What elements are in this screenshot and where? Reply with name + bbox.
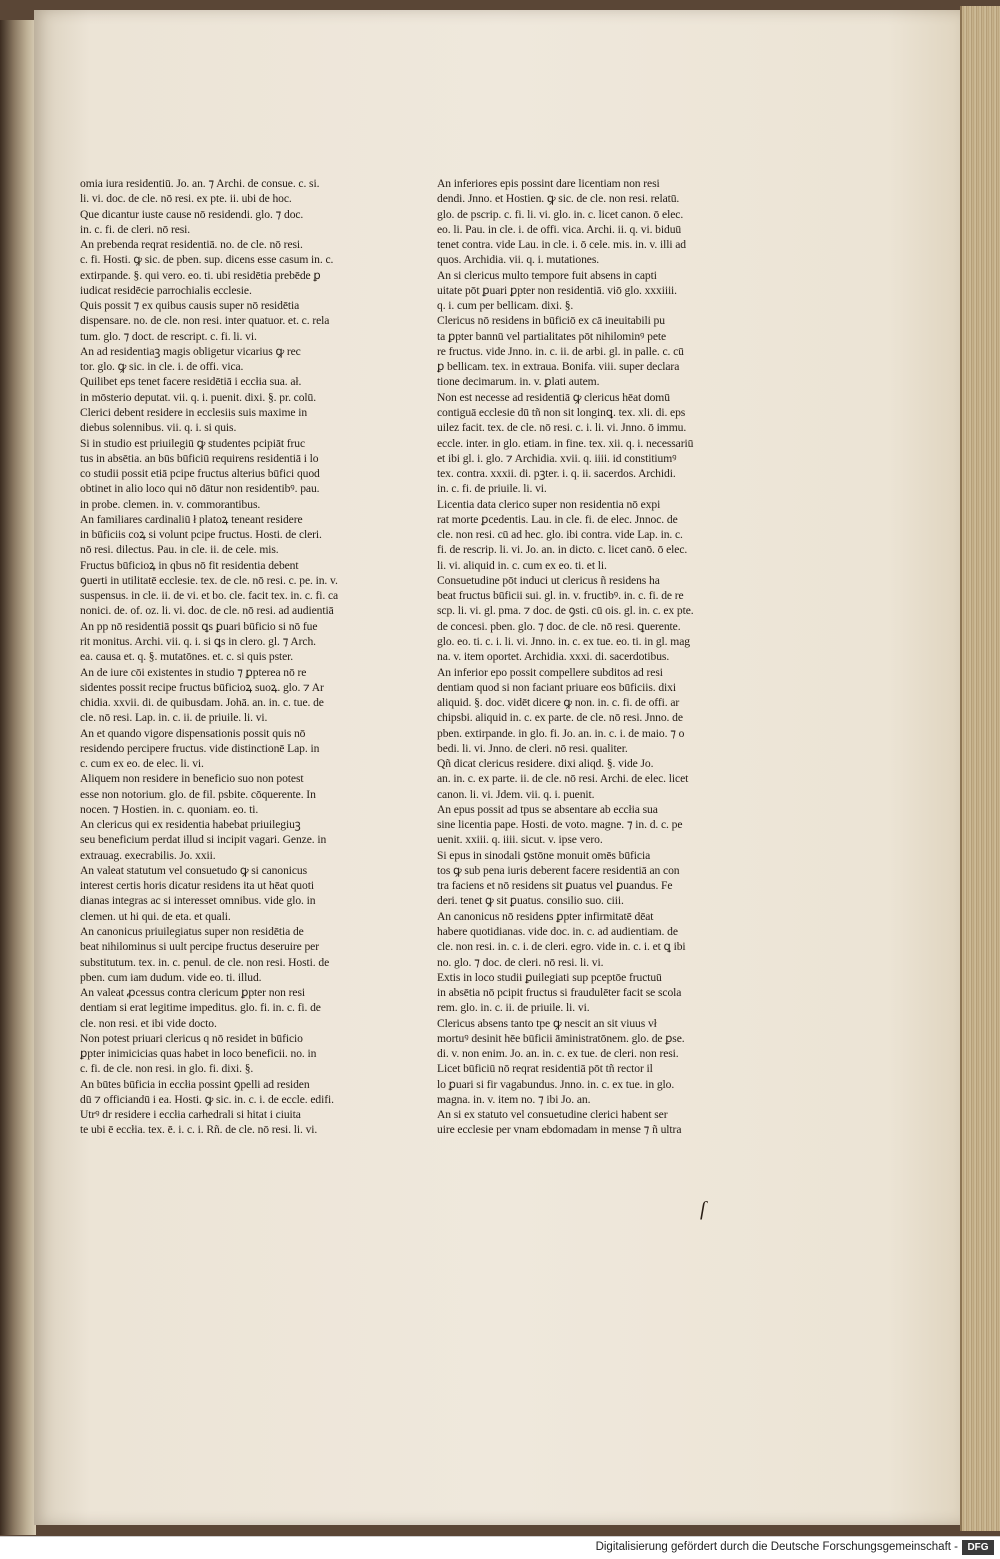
page-stack-edge [960, 6, 1000, 1531]
text-line: Utrꝰ dr residere i eccłia carhedrali si hitat i ciuita [80, 1108, 301, 1122]
text-line: na. v. item oportet. Archidia. xxxi. di. sacerdotibus. [437, 650, 670, 664]
text-line: beat nihilominus si uult percipe fructus deseruire per [80, 940, 319, 954]
text-line: Non potest priuari clericus q nō residet in būficio [80, 1031, 303, 1045]
text-line: et ibi gl. i. glo. ⁊ Archidia. xvii. q. iiii. id constitiumꝰ [437, 451, 677, 465]
text-line: Si epus in sinodali ꝯstōne monuit omēs būficia [437, 848, 651, 862]
text-line: rit monitus. Archi. vii. q. i. si ꝗs in clero. gl. ⁊ Arch. [80, 634, 316, 648]
text-line: An si ex statuto vel consuetudine clerici habent ser [437, 1108, 668, 1122]
text-line: An familiares cardinaliū ł platoꝝ teneant residere [80, 512, 303, 526]
text-line: ea. causa et. q. §. mutatōnes. et. c. si quis pster. [80, 650, 294, 664]
text-line: lo ꝑuari si fir vagabundus. Jnno. in. c. ex tue. in glo. [437, 1077, 675, 1091]
text-line: An pp nō residentiā possit ꝗs ꝑuari būficio si nō fue [80, 619, 318, 633]
text-line: dendi. Jnno. et Hostien. ꝙ sic. de cle. non resi. relatū. [437, 192, 680, 206]
text-line: in būficiis coꝝ si volunt pcipe fructus. Hosti. de cleri. [80, 528, 322, 542]
text-line: ta ꝑpter bannū vel partialitates pōt nihilominꝰ pete [437, 329, 667, 343]
text-line: An inferiores epis possint dare licentiam non resi [437, 177, 660, 190]
dfg-logo: DFG [962, 1540, 994, 1555]
text-line: sidentes possit recipe fructus būficioꝝ suoꝝ. glo. ⁊ Ar [80, 680, 324, 694]
text-line: li. vi. doc. de cle. nō resi. ex pte. ii. ubi de hoc. [80, 192, 292, 206]
text-line: rem. glo. in. c. ii. de priuile. li. vi. [437, 1001, 590, 1015]
text-line: An prebenda reqrat residentiā. no. de cle. nō resi. [80, 238, 303, 252]
text-line: eccle. inter. in glo. etiam. in fine. tex. xii. q. i. necessariū [437, 436, 694, 450]
text-line: in probe. clemen. in. v. commorantibus. [80, 497, 261, 511]
text-line: Licentia data clerico super non residentia nō expi [437, 497, 661, 511]
text-line: esse non notorium. glo. de fil. psbite. cōquerente. In [80, 787, 316, 801]
text-line: habere quotidianas. vide doc. in. c. ad audientiam. de [437, 925, 678, 939]
text-line: de concesi. pben. glo. ⁊ doc. de cle. nō resi. ꝗuerente. [437, 619, 681, 633]
text-line: suspensus. in cle. ii. de vi. et bo. cle. facit tex. in. c. fi. ca [80, 589, 339, 603]
text-line: Fructus būficioꝝ in qbus nō fit residentia debent [80, 558, 299, 572]
text-line: mortuꝰ desinit hēe būficii āministratōnem. glo. de ꝑse. [437, 1031, 685, 1045]
text-line: c. fi. Hosti. ꝙ sic. de pben. sup. dicens esse casum in. c. [80, 253, 334, 267]
text-line: dentiam quod si non faciant priuare eos būficiis. dixi [437, 680, 676, 694]
text-line: in. c. fi. de cleri. nō resi. [80, 222, 191, 236]
left-text-column [80, 176, 370, 1138]
text-line: dentiam si erat legitime impeditus. glo. fi. in. c. fi. de [80, 1001, 321, 1015]
text-line: chidia. xxvii. di. de quibusdam. Johā. an. in. c. tue. de [80, 696, 324, 710]
footer-bar [0, 1536, 1000, 1559]
text-line: cle. nō resi. Lap. in. c. ii. de priuile. li. vi. [80, 711, 268, 725]
text-line: An būtes būficia in eccłia possint ꝯpelli ad residen [80, 1077, 310, 1091]
text-line: Consuetudine pōt induci ut clericus ñ residens ha [437, 573, 660, 587]
text-line: An ad residentiaꝫ magis obligetur vicarius ꝙ rec [80, 344, 301, 358]
text-line: q. i. cum per bellicam. dixi. §. [437, 299, 574, 313]
text-line: cle. non resi. in. c. i. de cleri. egro. vide in. c. i. et ꝗ ibi [437, 940, 686, 954]
text-line: dispensare. no. de cle. non resi. inter quatuor. et. c. rela [80, 314, 330, 328]
text-line: residendo percipere fructus. vide distinctionē Lap. in [80, 741, 320, 755]
text-line: re fructus. vide Jnno. in. c. ii. de arbi. gl. in palle. c. cū [437, 344, 684, 358]
text-line: An epus possit ad tpus se absentare ab eccłia sua [437, 802, 658, 816]
text-line: tos ꝙ sub pena iuris deberent facere residentiā an con [437, 863, 680, 877]
text-line: interest certis horis dicatur residens ita ut hēat quoti [80, 879, 314, 893]
text-line: Clerici debent residere in ecclesiis suis maxime in [80, 405, 308, 419]
text-line: nō resi. dilectus. Pau. in cle. ii. de cele. mis. [80, 543, 279, 557]
text-line: Extis in loco studii ꝑuilegiati sup pceptōe fructuū [437, 970, 662, 984]
text-line: An valeat ꝓcessus contra clericum ꝑpter non resi [80, 986, 305, 1000]
text-line: Quilibet eps tenet facere residētiā i eccłia sua. ał. [80, 375, 302, 389]
text-line: scp. li. vi. gl. pma. ⁊ doc. de ꝯsti. cū ois. gl. in. c. ex pte. [437, 604, 694, 618]
text-line: dianas integras ac si interesset omnibus. vide glo. in [80, 894, 316, 908]
text-line: uitate pōt ꝑuari ꝑpter non residentiā. viō glo. xxxiiii. [437, 283, 677, 297]
text-line: rat morte ꝑcedentis. Lau. in cle. fi. de elec. Jnnoc. de [437, 512, 678, 526]
text-line: Si in studio est priuilegiū ꝙ studentes pcipiāt fruc [80, 436, 306, 450]
text-line: cle. non resi. et ibi vide docto. [80, 1016, 217, 1030]
text-line: uilez facit. tex. de cle. nō resi. c. i. li. vi. Jnno. ō immu. [437, 421, 687, 435]
text-line: cle. non resi. cū ad hec. glo. ibi contra. vide Lap. in. c. [437, 528, 683, 542]
text-line: glo. eo. ti. c. i. li. vi. Jnno. in. c. ex tue. eo. ti. in gl. mag [437, 634, 690, 648]
text-line: eo. li. Pau. in cle. i. de offi. vica. Archi. ii. q. vi. biduū [437, 222, 682, 236]
text-line: Non est necesse ad residentiā ꝙ clericus hēat domū [437, 390, 670, 404]
text-line: An canonicus priuilegiatus super non residētia de [80, 925, 304, 939]
text-line: li. vi. aliquid in. c. cum ex eo. ti. et li. [437, 558, 607, 572]
text-line: tor. glo. ꝙ sic. in cle. i. de offi. vica. [80, 360, 244, 374]
text-line: ꝯuerti in utilitatē ecclesie. tex. de cle. nō resi. c. pe. in. v. [80, 573, 338, 587]
text-line: ꝑ bellicam. tex. in extraua. Bonifa. viii. super declara [437, 360, 680, 374]
text-line: c. cum ex eo. de elec. li. vi. [80, 757, 204, 771]
text-line: An inferior epo possit compellere subditos ad resi [437, 665, 663, 679]
text-line: An clericus qui ex residentia habebat priuilegiuꝫ [80, 818, 301, 832]
text-line: An si clericus multo tempore fuit absens in capti [437, 268, 657, 282]
text-line: nocen. ⁊ Hostien. in. c. quoniam. eo. ti. [80, 802, 259, 816]
text-line: diebus solennibus. vii. q. i. si quis. [80, 421, 237, 435]
text-line: tex. contra. xxxii. di. pꝫter. i. q. ii. sacerdos. Archidi. [437, 467, 676, 481]
text-line: extrauag. execrabilis. Jo. xxii. [80, 848, 216, 862]
text-line: iudicat residēcie parrochialis ecclesie. [80, 283, 252, 297]
text-line: in. c. fi. de priuile. li. vi. [437, 482, 547, 496]
text-line: in absētia nō pcipit fructus si fraudulēter facit se scola [437, 986, 682, 1000]
text-line: quos. Archidia. vii. q. i. mutationes. [437, 253, 600, 267]
text-line: magna. in. v. item no. ⁊ ibi Jo. an. [437, 1092, 591, 1106]
text-line: aliquid. §. doc. vidēt dicere ꝙ non. in. c. fi. de offi. ar [437, 696, 680, 710]
text-line: substitutum. tex. in. c. penul. de cle. non resi. Hosti. de [80, 955, 330, 969]
text-line: An de iure cōi existentes in studio ⁊ ꝑpterea nō re [80, 665, 307, 679]
left-page-edge [0, 20, 36, 1535]
text-line: chipsbi. aliquid in. c. ex parte. de cle. nō resi. Jnno. de [437, 711, 683, 725]
text-line: dū ⁊ officiandū i ea. Hosti. ꝙ sic. in. c. i. de eccle. edifi. [80, 1092, 334, 1106]
text-line: uire ecclesie per vnam ebdomadam in mense ⁊ ñ ultra [437, 1123, 682, 1137]
text-line: sine licentia pape. Hosti. de voto. magne. ⁊ in. d. c. pe [437, 818, 683, 832]
text-line: no. glo. ⁊ doc. de cleri. nō resi. li. vi. [437, 955, 604, 969]
text-line: nonici. de. of. oz. li. vi. doc. de cle. nō resi. ad audientiā [80, 604, 334, 618]
text-line: Qñ dicat clericus residere. dixi aliqd. §. vide Jo. [437, 757, 654, 771]
text-line: Que dicantur iuste cause nō residendi. glo. ⁊ doc. [80, 207, 304, 221]
text-line: fi. de rescrip. li. vi. Jo. an. in dicto. c. licet canō. ō elec. [437, 543, 688, 557]
text-line: an. in. c. ex parte. ii. de cle. nō resi. Archi. de elec. licet [437, 772, 689, 786]
text-line: An canonicus nō residens ꝑpter infirmitatē dēat [437, 909, 654, 923]
text-line: te ubi ē eccłia. tex. ē. i. c. i. Rñ. de cle. nō resi. li. vi. [80, 1123, 318, 1137]
text-line: obtinet in alio loco qui nō dātur non residentibꝰ. pau. [80, 482, 320, 496]
text-line: Licet būficiū nō reqrat residentiā pōt tñ rector il [437, 1062, 653, 1076]
text-line: seu beneficium perdat illud si incipit vagari. Genze. in [80, 833, 327, 847]
footer-credit-text: Digitalisierung gefördert durch die Deutsche Forschungsgemeinschaft - [595, 1541, 958, 1553]
text-line: pben. extirpande. in glo. fi. Jo. an. in. c. i. de maio. ⁊ o [437, 726, 685, 740]
text-line: uenit. xxiii. q. iiii. sicut. v. ipse vero. [437, 833, 603, 847]
text-line: clemen. ut hi qui. de eta. et quali. [80, 909, 231, 923]
text-line: An valeat statutum vel consuetudo ꝙ si canonicus [80, 863, 308, 877]
text-line: An et quando vigore dispensationis possit quis nō [80, 726, 306, 740]
text-line: di. v. non enim. Jo. an. in. c. ex tue. de cleri. non resi. [437, 1047, 679, 1061]
text-line: tenet contra. vide Lau. in cle. i. ō cele. mis. in. v. illi ad [437, 238, 686, 252]
text-line: in mōsterio deputat. vii. q. i. puenit. dixi. §. pr. colū. [80, 390, 317, 404]
text-line: tum. glo. ⁊ doct. de rescript. c. fi. li. vi. [80, 329, 257, 343]
text-line: c. fi. de cle. non resi. in glo. fi. dixi. §. [80, 1062, 254, 1076]
text-line: Clericus absens tanto tpe ꝙ nescit an sit viuus vł [437, 1016, 657, 1030]
text-line: Quis possit ⁊ ex quibus causis super nō residētia [80, 299, 300, 313]
text-line: co studii possit etiā pcipe fructus alterius būfici quod [80, 467, 320, 481]
text-line: tra faciens et nō residens sit ꝑuatus vel ꝑuandus. Fe [437, 879, 673, 893]
text-line: bedi. li. vi. Jnno. de cleri. nō resi. qualiter. [437, 741, 628, 755]
text-line: extirpande. §. qui vero. eo. ti. ubi residētia prebēde ꝑ [80, 268, 321, 282]
text-line: beat fructus būficii sui. gl. in. v. fructibꝰ. in. c. fi. de re [437, 589, 684, 603]
text-line: deri. tenet ꝙ sit ꝑuatus. consilio suo. ciii. [437, 894, 624, 908]
text-line: tione decimarum. in. v. ꝑlati autem. [437, 375, 600, 389]
text-line: tus in absētia. an būs būficiū requirens residentiā i lo [80, 451, 319, 465]
text-line: omia iura residentiū. Jo. an. ⁊ Archi. de consue. c. si. [80, 177, 320, 190]
text-line: canon. li. vi. Jdem. vii. q. i. puenit. [437, 787, 595, 801]
text-line: contiguā ecclesie dū tñ non sit longinꝗ. tex. xli. di. eps [437, 405, 686, 419]
text-line: pben. cum iam dudum. vide eo. ti. illud. [80, 970, 262, 984]
catchword-mark: ſ [700, 1198, 706, 1220]
text-line: Clericus nō residens in būficiō ex cā ineuitabili pu [437, 314, 665, 328]
text-line: ꝑpter inimicicias quas habet in loco beneficii. no. in [80, 1047, 317, 1061]
text-line: glo. de pscrip. c. fi. li. vi. glo. in. c. licet canon. ō elec. [437, 207, 684, 221]
text-line: Aliquem non residere in beneficio suo non potest [80, 772, 304, 786]
right-text-column [437, 176, 733, 1138]
